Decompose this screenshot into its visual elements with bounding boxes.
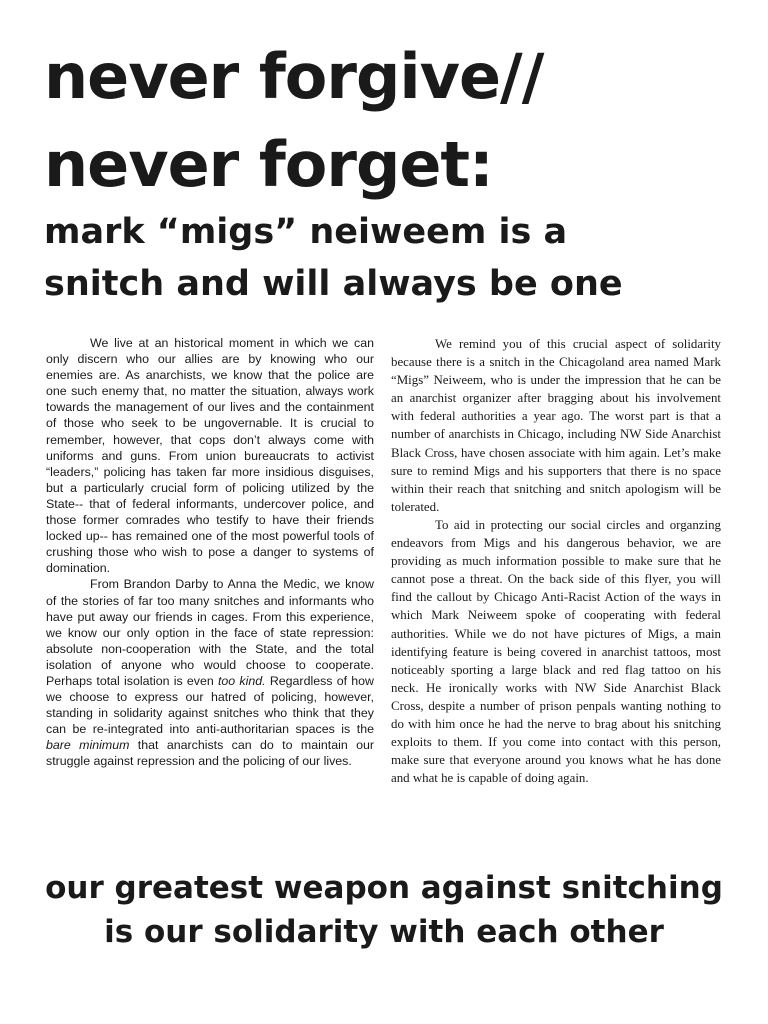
right-paragraph-1: We remind you of this crucial aspect of solidarity because there is a snitch in the Chicagoland area named Mark “Migs” Neiweem, who is under the impression that he can be an anarchist organizer after bragging about his involvement with federal authorities a year ago. The worst part is that a number of anarchists in Chicago, including NW Side Anarchist Black Cross, have chosen associate with him again. Let’s make sure to remind Migs and his supporters that there is no space within their reach that snitching and snitch apologism will be tolerated. [391,337,721,514]
headline-line-2: never forget: [44,128,493,201]
subheadline-line-1: mark “migs” neiweem is a [44,212,568,252]
footer-slogan-line-1: our greatest weapon against snitching [45,870,723,906]
emphasis-bare-minimum: bare minimum [46,738,130,753]
right-column [391,335,721,787]
headline-line-1: never forgive// [44,40,544,113]
left-paragraph-2-part-c: that anarchists can do to maintain our struggle against repression and the policing of our lives. [46,738,375,769]
left-paragraph-2-part-a: From Brandon Darby to Anna the Medic, we know of the stories of far too many snitches and informants who have put away our friends in cages. From this experience, we know our only option in the face of state repression: absolute non-cooperation with the State, and the total isolation of anyone who would choose to cooperate. Perhaps total isolation is even [46,577,374,688]
left-paragraph-1: We live at an historical moment in which we can only discern who our allies are by knowing who our enemies are. As anarchists, we know that the police are one such enemy that, no matter the situation, always work towards the management of our lives and the containment of those who seek to be ungovernable. It is crucial to remember, however, that cops don’t always come with uniforms and guns. From union bureaucrats to activist “leaders,” policing has taken far more insidious disguises, but a particularly crucial form of policing utilized by the State-- that of federal informants, undercover police, and those former comrades who testify to have their friends locked up-- has remained one of the most powerful tools of crushing those who wish to pose a danger to systems of domination. [46,336,374,576]
subheadline-line-2: snitch and will always be one [44,264,623,304]
emphasis-too-kind: too kind. [217,673,266,688]
left-paragraph-2-part-b: Regardless of how we choose to express our hatred of policing, however, standing in solidarity against snitches who think that they can be re-integrated into anti-authoritarian spaces is the [46,673,374,737]
right-paragraph-2: To aid in protecting our social circles and organzing endeavors from Migs and his dangerous behavior, we are providing as much information possible to make sure that he cannot pose a threat. On the back side of this flyer, you will find the callout by Chicago Anti-Racist Action of the ways in which Mark Neiweem spoke of cooperating with federal authorities. While we do not have pictures of Migs, a main identifying feature is being covered in anarchist tattoos, most noticeably sporting a large black and red flag tattoo on his neck. He ironically works with NW Side Anarchist Black Cross, despite a number of prison penpals wanting nothing to do with him once he had the nerve to brag about his snitching exploits to them. If you come into contact with this person, make sure that everyone around you knows what he has done and what he is capable of doing again. [391,517,721,786]
left-column [46,335,374,770]
left-paragraph-2 [46,576,374,769]
footer-slogan-line-2: is our solidarity with each other [104,914,664,950]
